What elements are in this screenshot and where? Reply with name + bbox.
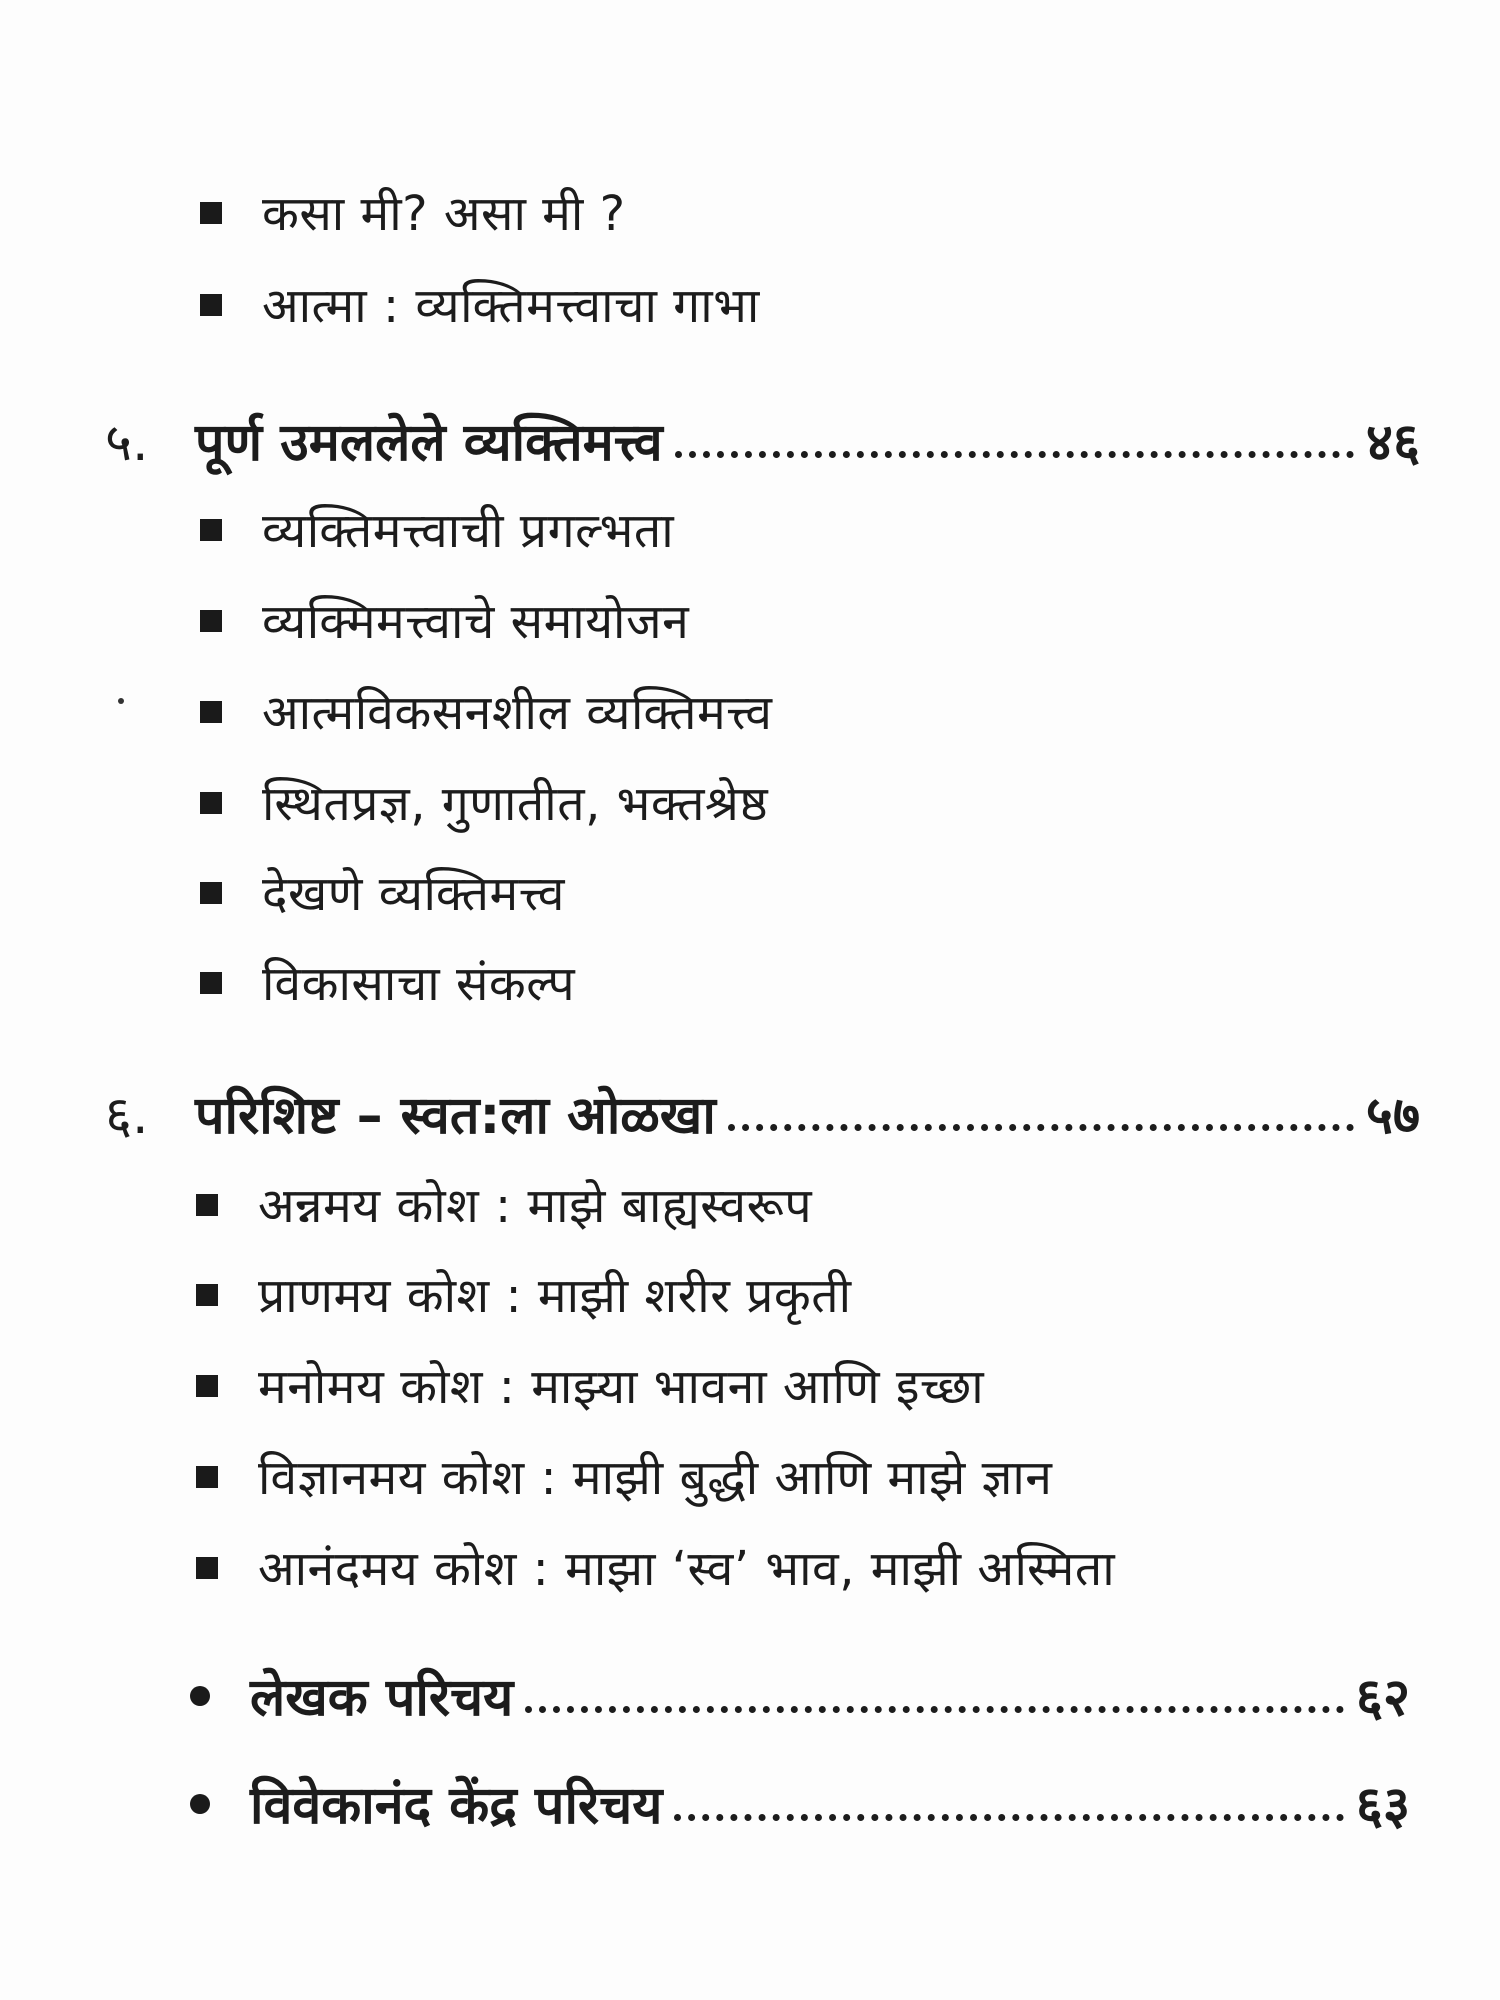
list-item-text: प्राणमय कोश : माझी शरीर प्रकृती <box>258 1268 852 1324</box>
list-item-text: मनोमय कोश : माझ्या भावना आणि इच्छा <box>258 1359 985 1415</box>
list-item-text: अन्नमय कोश : माझे बाह्यस्वरूप <box>258 1178 813 1234</box>
square-bullet-icon <box>196 1466 218 1488</box>
page-number: ६२ <box>1355 1668 1410 1728</box>
square-bullet-icon <box>200 519 222 541</box>
page-number: ५७ <box>1365 1086 1420 1146</box>
toc-chapter-6[interactable] <box>105 1078 1420 1149</box>
square-bullet-icon <box>196 1284 218 1306</box>
list-item <box>200 272 760 337</box>
chapter-title: पूर्ण उमललेले व्यक्तिमत्त्व <box>195 413 663 473</box>
toc-author-intro[interactable] <box>190 1660 1410 1731</box>
dot-leader <box>675 451 1354 458</box>
list-item <box>200 770 768 835</box>
list-item-text: कसा मी? असा मी ? <box>262 186 626 242</box>
stray-mark <box>118 698 124 704</box>
list-item <box>196 1353 984 1418</box>
list-item-text: आत्मविकसनशील व्यक्तिमत्त्व <box>262 685 773 741</box>
square-bullet-icon <box>200 701 222 723</box>
square-bullet-icon <box>200 972 222 994</box>
dot-leader <box>525 1706 1344 1713</box>
list-item <box>196 1172 812 1237</box>
list-item <box>200 588 689 653</box>
list-item-text: देखणे व्यक्तिमत्त्व <box>262 866 565 922</box>
square-bullet-icon <box>196 1375 218 1397</box>
toc-chapter-5[interactable] <box>105 405 1420 476</box>
square-bullet-icon <box>200 202 222 224</box>
list-item-text: आत्मा : व्यक्तिमत्त्वाचा गाभा <box>262 278 760 334</box>
chapter-title: परिशिष्ट – स्वत:ला ओळखा <box>195 1086 716 1146</box>
square-bullet-icon <box>200 610 222 632</box>
list-item-text: विकासाचा संकल्प <box>262 956 576 1012</box>
list-item <box>196 1444 1052 1509</box>
list-item-text: विज्ञानमय कोश : माझी बुद्धी आणि माझे ज्ञान <box>258 1450 1053 1506</box>
list-item <box>196 1262 852 1327</box>
entry-title: लेखक परिचय <box>250 1668 514 1728</box>
list-item-text: आनंदमय कोश : माझा ‘स्व’ भाव, माझी अस्मिता <box>258 1541 1116 1597</box>
chapter-number: ५. <box>105 413 149 473</box>
list-item-text: स्थितप्रज्ञ, गुणातीत, भक्तश्रेष्ठ <box>262 776 769 832</box>
chapter-number: ६. <box>105 1086 149 1146</box>
list-item <box>196 1535 1115 1600</box>
square-bullet-icon <box>196 1557 218 1579</box>
list-item <box>200 180 626 245</box>
list-item <box>200 497 674 562</box>
list-item-text: व्यक्मिमत्त्वाचे समायोजन <box>262 594 690 650</box>
entry-title: विवेकानंद केंद्र परिचय <box>250 1776 663 1836</box>
dot-leader <box>674 1814 1344 1821</box>
page-number: ४६ <box>1365 413 1420 473</box>
round-bullet-icon <box>190 1686 210 1706</box>
dot-leader <box>728 1124 1354 1131</box>
round-bullet-icon <box>190 1794 210 1814</box>
list-item <box>200 860 565 925</box>
list-item <box>200 950 575 1015</box>
square-bullet-icon <box>200 792 222 814</box>
toc-kendra-intro[interactable] <box>190 1768 1410 1839</box>
square-bullet-icon <box>196 1194 218 1216</box>
square-bullet-icon <box>200 882 222 904</box>
page-number: ६३ <box>1355 1776 1410 1836</box>
list-item <box>200 679 772 744</box>
list-item-text: व्यक्तिमत्त्वाची प्रगल्भता <box>262 503 675 559</box>
square-bullet-icon <box>200 294 222 316</box>
